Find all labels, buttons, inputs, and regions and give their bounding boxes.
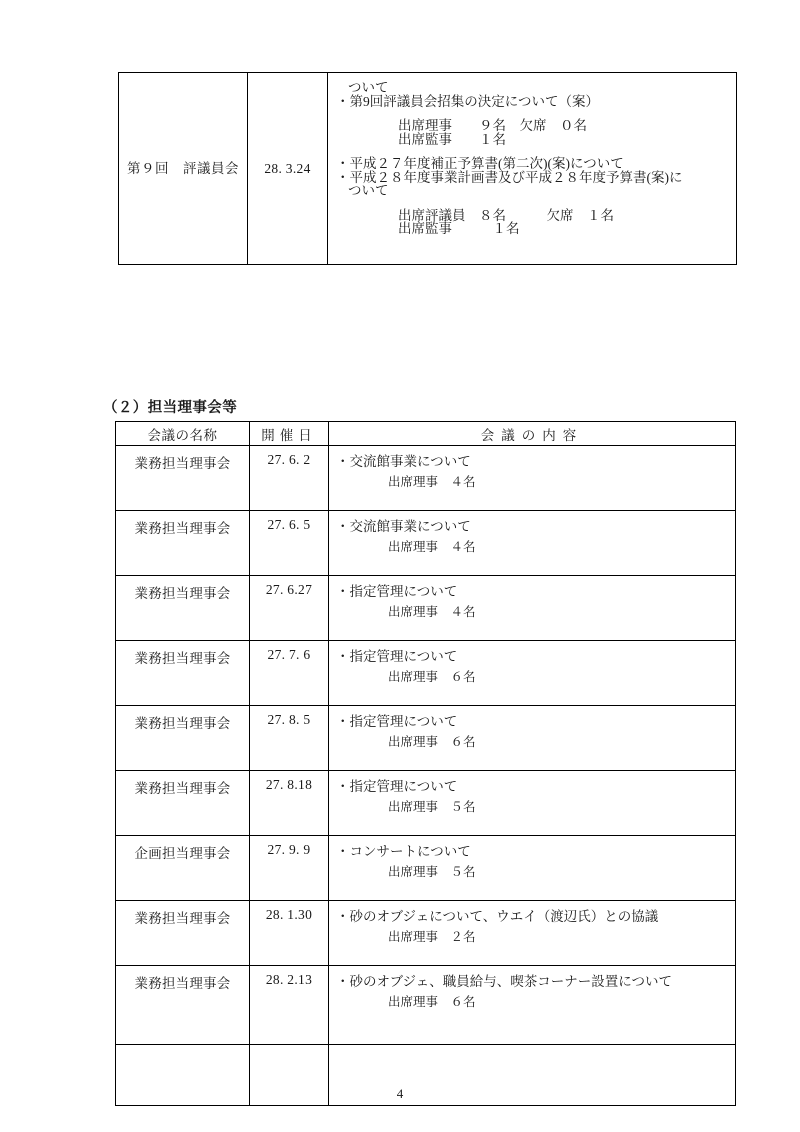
table-row: [116, 576, 736, 641]
meeting-date-cell: 27. 6. 2: [250, 446, 329, 511]
attendance-line: 出席理事 ４名: [388, 604, 476, 619]
meeting-name-cell: 第９回 評議員会: [119, 73, 248, 265]
attendance-line: 出席理事 ５名: [388, 864, 476, 879]
meeting-content-cell: [329, 966, 736, 1045]
page-number: 4: [396, 1086, 404, 1101]
content-topic-line: ・指定管理について: [336, 649, 458, 664]
attendance-line: 出席理事 ４名: [388, 474, 476, 489]
attendance-line: 出席監事 １名: [398, 131, 506, 147]
meeting-date-cell: 27. 8.18: [250, 771, 329, 836]
attendance-line: 出席評議員 ８名 欠席 １名: [398, 207, 614, 223]
attendance-line: 出席理事 ６名: [388, 734, 476, 749]
meeting-content-cell: [329, 641, 736, 706]
meeting-date-cell: 27. 7. 6: [250, 641, 329, 706]
meeting-name-cell: 企画担当理事会: [116, 836, 250, 901]
attendance-line: 出席理事 ６名: [388, 669, 476, 684]
column-header-date: 開催日: [250, 422, 329, 446]
meeting-content-cell: [329, 446, 736, 511]
table-row: [116, 706, 736, 771]
meeting-date-cell: 27. 6.27: [250, 576, 329, 641]
table-row: [116, 511, 736, 576]
table-row: [116, 446, 736, 511]
table-header-row: [116, 422, 736, 446]
meeting-content-cell: [329, 771, 736, 836]
attendance-line: 出席理事 ５名: [388, 799, 476, 814]
content-line: ・平成２８年度事業計画書及び平成２８年度予算書(案)に: [336, 169, 683, 185]
content-topic-line: ・交流館事業について: [336, 519, 471, 534]
content-topic-line: ・砂のオブジェについて、ウエイ（渡辺氏）との協議: [336, 909, 659, 924]
column-header-name: 会議の名称: [116, 422, 250, 446]
attendance-line: 出席理事 ９名 欠席 ０名: [398, 118, 587, 133]
meeting-name-cell: 業務担当理事会: [116, 576, 250, 641]
attendance-line: 出席監事 １名: [398, 221, 520, 236]
meeting-date-cell: 28. 3.24: [248, 73, 328, 265]
spacer: [336, 198, 734, 209]
content-topic-line: ・コンサートについて: [336, 844, 471, 859]
meeting-name-cell: 業務担当理事会: [116, 901, 250, 966]
table-row: [116, 901, 736, 966]
meeting-date-cell: 27. 9. 9: [250, 836, 329, 901]
spacer: [336, 236, 734, 256]
table-row: [116, 771, 736, 836]
meeting-content-cell: [329, 901, 736, 966]
meeting-name-cell: 業務担当理事会: [116, 966, 250, 1045]
attendance-line: 出席理事 ２名: [388, 929, 476, 944]
meeting-date-cell: 28. 1.30: [250, 901, 329, 966]
attendance-line: 出席理事 ６名: [388, 994, 476, 1009]
meeting-name-cell: 業務担当理事会: [116, 511, 250, 576]
meeting-date-cell: 28. 2.13: [250, 966, 329, 1045]
meetings-table: [115, 421, 736, 1106]
table-row: [116, 836, 736, 901]
meeting-content-cell: [329, 706, 736, 771]
meeting-content-cell: [328, 73, 737, 265]
table-row: [116, 641, 736, 706]
column-header-content: 会議の内容: [329, 422, 736, 446]
content-line: ついて: [348, 183, 389, 198]
meeting-name-cell: 業務担当理事会: [116, 706, 250, 771]
content-topic-line: ・指定管理について: [336, 779, 458, 794]
content-topic-line: ・指定管理について: [336, 584, 458, 599]
table-row: [119, 73, 737, 265]
meeting-content-cell: [329, 836, 736, 901]
meeting-date-cell: 27. 8. 5: [250, 706, 329, 771]
meeting-content-cell: [329, 511, 736, 576]
continuation-meeting-table: [118, 72, 737, 265]
content-line: ・平成２７年度補正予算書(第二次)(案)について: [336, 156, 624, 171]
table-row: [116, 966, 736, 1045]
attendance-line: 出席理事 ４名: [388, 539, 476, 554]
content-line: ・第9回評議員会招集の決定について（案）: [336, 93, 599, 109]
meeting-name-cell: 業務担当理事会: [116, 446, 250, 511]
section-heading: （２）担当理事会等: [103, 400, 238, 416]
meeting-name-cell: 業務担当理事会: [116, 771, 250, 836]
meeting-date-cell: 27. 6. 5: [250, 511, 329, 576]
content-topic-line: ・交流館事業について: [336, 454, 471, 469]
content-topic-line: ・指定管理について: [336, 714, 458, 729]
content-topic-line: ・砂のオブジェ、職員給与、喫茶コーナー設置について: [336, 974, 673, 989]
meeting-content-cell: [329, 576, 736, 641]
content-line: ついて: [348, 80, 389, 95]
meeting-name-cell: 業務担当理事会: [116, 641, 250, 706]
